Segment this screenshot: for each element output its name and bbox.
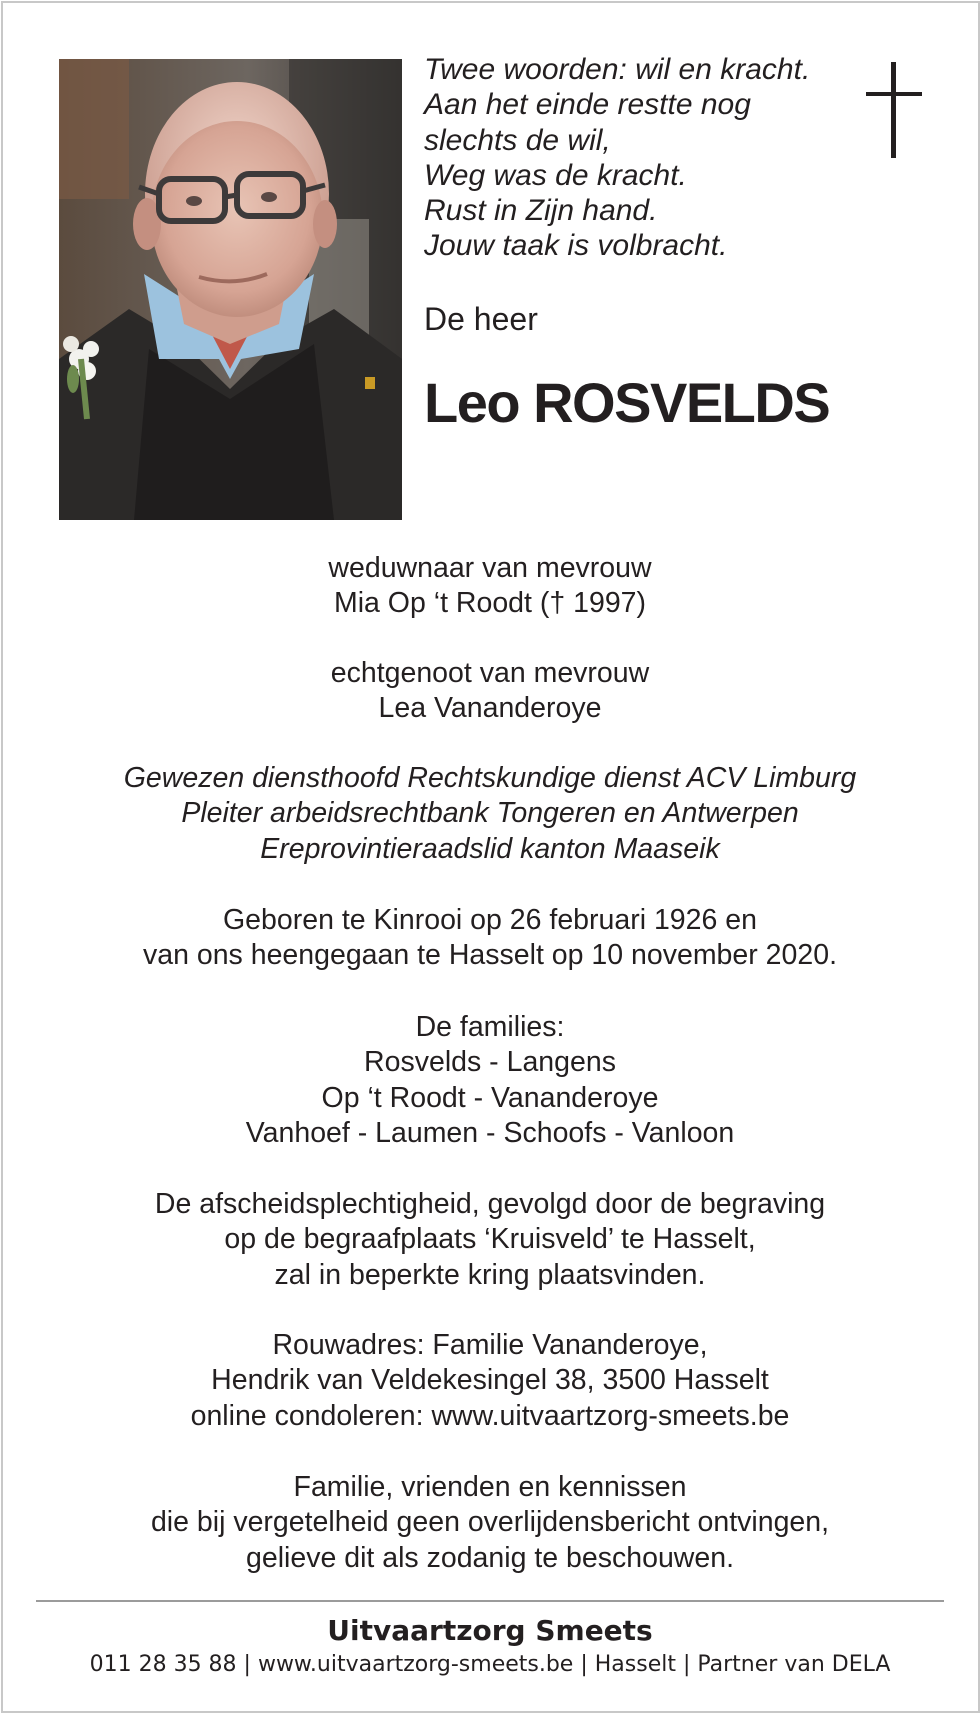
life-dates-section <box>40 903 940 974</box>
condolence-link[interactable]: online condoleren: www.uitvaartzorg-smeets.be <box>190 1399 790 1432</box>
cross-icon <box>866 62 922 158</box>
notice-line: Familie, vrienden en kennissen <box>293 1471 687 1503</box>
funeral-company-name: Uitvaartzorg Smeets <box>327 1614 653 1647</box>
address-line: Rouwadres: Familie Vananderoye, <box>272 1329 708 1361</box>
spouse-line: echtgenoot van mevrouw <box>330 657 650 689</box>
footer-divider <box>36 1600 944 1602</box>
address-line: Hendrik van Veldekesingel 38, 3500 Hasselt <box>211 1364 769 1397</box>
title-line: Pleiter arbeidsrechtbank Tongeren en Antwerpen <box>181 797 799 830</box>
family-line: Op ‘t Roodt - Vananderoye <box>321 1081 659 1114</box>
ceremony-line: op de begraafplaats ‘Kruisveld’ te Hasselt, <box>224 1223 756 1256</box>
title-line: Gewezen diensthoofd Rechtskundige dienst ACV Limburg <box>123 762 857 794</box>
notice-line: gelieve dit als zodanig te beschouwen. <box>246 1541 734 1574</box>
titles-section <box>40 761 940 867</box>
portrait-illustration <box>59 59 402 520</box>
family-line: Rosvelds - Langens <box>364 1046 616 1079</box>
poem-line: Weg was de kracht. <box>424 158 687 192</box>
ceremony-section <box>40 1187 940 1293</box>
poem-line: slechts de wil, <box>424 123 611 157</box>
salutation: De heer <box>424 301 538 337</box>
notice-section <box>40 1470 940 1576</box>
family-line: Vanhoef - Laumen - Schoofs - Vanloon <box>245 1116 735 1149</box>
address-section <box>40 1328 940 1434</box>
widower-partner: Mia Op ‘t Roodt († 1997) <box>333 587 647 620</box>
families-section <box>40 1010 940 1151</box>
poem <box>424 52 844 264</box>
birth-line: Geboren te Kinrooi op 26 februari 1926 en <box>223 904 757 936</box>
title-line: Ereprovintieraadslid kanton Maaseik <box>260 832 720 865</box>
widower-line: weduwnaar van mevrouw <box>328 552 652 584</box>
poem-line: Jouw taak is volbracht. <box>424 229 728 263</box>
spouse-section <box>40 656 940 727</box>
portrait-photo <box>59 59 402 520</box>
poem-line: Aan het einde restte nog <box>424 88 751 122</box>
spouse-partner: Lea Vananderoye <box>378 692 602 725</box>
poem-line: Twee woorden: wil en kracht. <box>424 53 811 86</box>
funeral-company-info: 011 28 35 88 | www.uitvaartzorg-smeets.be | Hasselt | Partner van DELA <box>89 1652 891 1677</box>
poem-line: Rust in Zijn hand. <box>424 194 658 228</box>
notice-line: die bij vergetelheid geen overlijdensbericht ontvingen, <box>150 1506 830 1539</box>
widower-section <box>40 551 940 622</box>
ceremony-line: De afscheidsplechtigheid, gevolgd door de begraving <box>154 1188 826 1220</box>
ceremony-line: zal in beperkte kring plaatsvinden. <box>274 1258 706 1291</box>
families-heading: De families: <box>415 1011 565 1043</box>
deceased-name: Leo ROSVELDS <box>424 371 830 434</box>
death-line: van ons heengegaan te Hasselt op 10 november 2020. <box>142 939 837 972</box>
